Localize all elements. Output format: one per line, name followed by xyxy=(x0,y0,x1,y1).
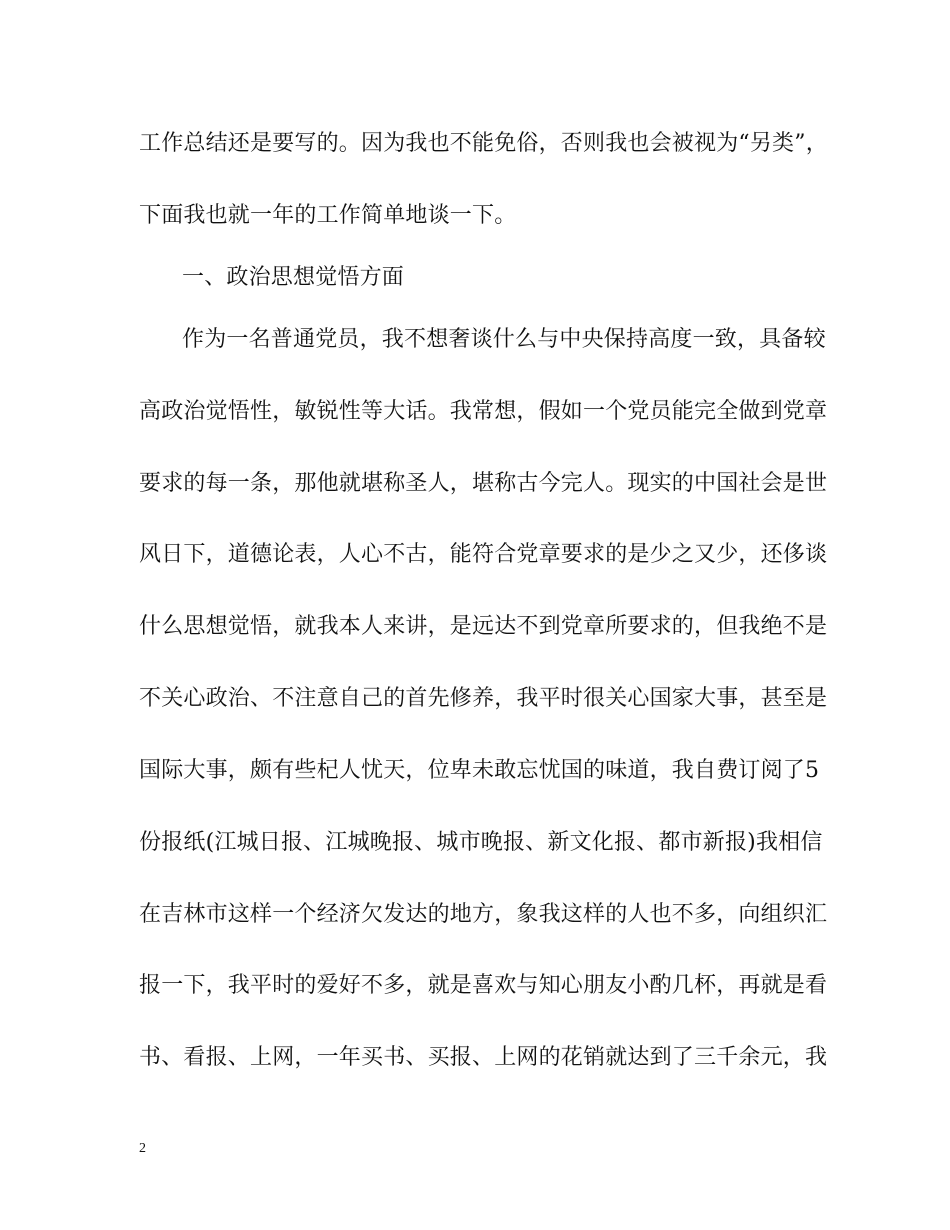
text-line: 份报纸(江城日报、江城晚报、城市晚报、新文化报、都市新报)我相信 xyxy=(139,830,823,855)
text-line: 不关心政治、不注意自己的首先修养，我平时很关心国家大事，甚至是 xyxy=(139,686,828,711)
text-line: 工作总结还是要写的。因为我也不能免俗，否则我也会被视为“另类”， xyxy=(139,131,828,156)
text-line: 国际大事，颇有些杞人忧天，位卑未敢忘忧国的味道，我自费订阅了5 xyxy=(139,758,820,783)
text-line: 什么思想觉悟，就我本人来讲，是远达不到党章所要求的，但我绝不是 xyxy=(139,614,828,639)
text-line: 作为一名普通党员，我不想奢谈什么与中央保持高度一致，具备较 xyxy=(182,327,826,352)
section-heading: 一、政治思想觉悟方面 xyxy=(182,265,405,290)
text-line: 下面我也就一年的工作简单地谈一下。 xyxy=(139,203,517,228)
text-line: 风日下，道德论表，人心不古，能符合党章要求的是少之又少，还侈谈 xyxy=(139,542,828,567)
text-line: 书、看报、上网，一年买书、买报、上网的花销就达到了三千余元，我 xyxy=(139,1045,828,1070)
text-line: 报一下，我平时的爱好不多，就是喜欢与知心朋友小酌几杯，再就是看 xyxy=(139,973,828,998)
text-line: 要求的每一条，那他就堪称圣人，堪称古今完人。现实的中国社会是世 xyxy=(139,471,828,496)
page-number: 2 xyxy=(139,1141,146,1156)
text-line: 高政治觉悟性，敏锐性等大话。我常想，假如一个党员能完全做到党章 xyxy=(139,399,828,424)
text-line: 在吉林市这样一个经济欠发达的地方，象我这样的人也不多，向组织汇 xyxy=(139,902,828,927)
